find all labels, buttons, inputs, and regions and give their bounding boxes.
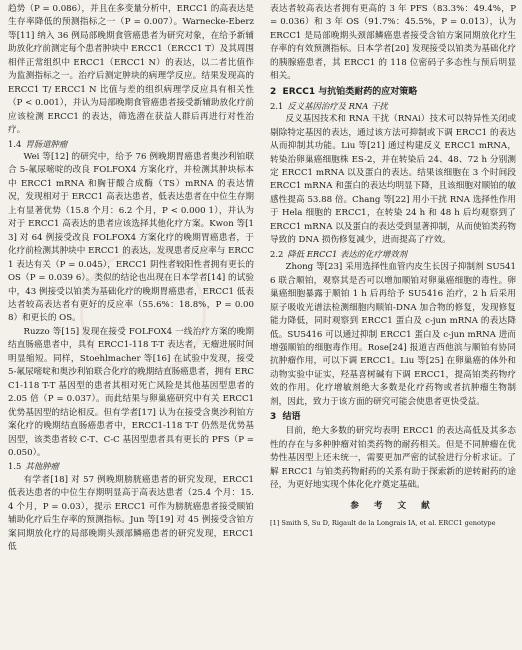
section-heading-2-2: [270, 248, 516, 262]
section-heading-2-1: [270, 100, 516, 114]
section-number: 2: [270, 86, 277, 97]
section-title: 其他肿瘤: [25, 461, 59, 472]
references-heading: 参 考 文 献: [350, 500, 436, 511]
section-number: 2.2: [270, 248, 284, 259]
section-title: 反义基因治疗及 RNA 干扰: [287, 100, 388, 111]
section-title: 结语: [282, 412, 301, 423]
section-heading-1-5: [8, 460, 254, 474]
section-number: 2.1: [270, 100, 284, 111]
section-number: 3: [270, 412, 277, 423]
section-title: 胃肠道肿瘤: [25, 138, 68, 149]
two-column-body: [8, 3, 516, 555]
paragraph: 反义基因技术和 RNA 干扰（RNAi）技术可以特异性关闭或剔除特定基因的表达，通过该方法可抑制或下调 ERCC1 的表达从而抑制其功能。Liu 等[21] 通过构建反义 ERCC1 mRNA，转染治卵巢癌细胞株 ES-2，并在转染后 24、48、72 h 分别测定 ERCC1 mRNA 以及蛋白的表达。结果该细胞在 3 个时间段 ERCC1 mRNA 和蛋白的表达均明显下降，且该细胞对顺铂的敏感性提高 53.88 倍。Chang 等[22] 用小干扰 RNA 选择性作用于 Hela 细胞的 ERCC1，在转染 24 h 和 48 h 后均观察到了 ERCC1 mRNA 以及蛋白的表达受到显著抑制，从而使铂类药物导致的 DNA 损伤修复减少，进而提高了疗效。: [270, 114, 516, 246]
paragraph: Ruzzo 等[15] 发现在接受 FOLFOX4 一线治疗方案的晚期结直肠癌患者中，具有 ERCC1-118 T-T 表达者，无瘤进展时间明显缩短。同样，Stoehlmacher 等[16] 在试验中发现，接受 5-氟尿嘧啶和奥沙利铂联合化疗的晚期结直肠癌患者，拥有 ERCC1-118 T-T 基因型的患者其相对死亡风险是其他基因型患者的 2.05 倍（P = 0.037）。而此结果与卵巢癌研究中有关 ERCC1 优势基因型的结论相反。但有学者[17] 认为在接受含奥沙利铂方案化疗的晚期结直肠癌患者中，ERCC1-118 T-T 仍然是优势基因型，该类患者较 C-T、C-C 基因型患者具有更长的 PFS（P = 0.050）。: [8, 326, 254, 458]
section-heading-2: [270, 85, 516, 99]
paragraph: Zhong 等[23] 采用选择性血管内皮生长因子抑制剂 SU5416 联合顺铂，观察其是否可以增加顺铂对卵巢癌细胞的毒性。卵巢癌细胞暴露于顺铂 1 h 后再给予 SU5416 治疗，2 h 后采用原子吸收光谱法检测细胞内顺铂-DNA 加合物的修复，发现修复能力降低，同时观察到 ERCC1 蛋白及 c-jun mRNA 的表达降低。SU5416 可以通过抑制 ERCC1 蛋白及 c-jun mRNA 进而增强顺铂的细胞毒作用。Rose[24] 报道吉西他滨与顺铂有协同抗肿瘤作用，可以下调 ERCC1。Liu 等[25] 在卵巢癌的体外和动物实验中证实，羟基喜树碱有下调 ERCC1，提高铂类药物疗效的作用。化疗增敏剂绝大多数是化疗药物或者抗肿瘤生物制剂，因此，致力于该方面的研究可能会使患者更快受益。: [270, 262, 516, 407]
section-number: 1.5: [8, 461, 22, 472]
section-heading-1-4: [8, 138, 254, 152]
right-column: [270, 3, 516, 555]
section-number: 1.4: [8, 138, 22, 149]
section-title: 降低 ERCC1 表达的化疗增效剂: [287, 248, 407, 259]
paragraph: 目前，绝大多数的研究均表明 ERCC1 的表达高低及其多态性的存在与多种肿瘤对铂类药物的耐药相关。但是不同肿瘤在优势性基因型上还未统一，需要更加严密的试验进行分析求证。了解 ERCC1 与铂类药物耐药的关系有助于探索新的逆转耐药的途径，为更好地实现个体化化疗奠定基础。: [270, 426, 516, 491]
paragraph: 趋势（P = 0.086），并且在多变量分析中，ERCC1 的高表达是生存率降低的预测指标之一（P = 0.007）。Warnecke-Eberz 等[11] 纳入 36 例局部晚期食管癌患者为研究对象，在给予新辅助放化疗前测定每个患者肿块中 ERCC1（ERCC1 T）及其周围相伴正常组织中 ERCC1（ERCC1 N）的表达，以二者比值作为监测指标之一。治疗后测定肿块的病理学反应。结果发现高的 ERCC1 T/ ERCC1 N 比值与差的组织病理学反应具有相关性（P < 0.001），并认为局部晚期食管癌患者接受新辅助放化疗前应该检测 ERCC1 的表达，筛选潜在获益人群后再进行对性治疗。: [8, 4, 254, 136]
section-title: ERCC1 与抗铂类耐药的应对策略: [282, 86, 418, 97]
section-heading-3: [270, 410, 516, 424]
paragraph: 表达者较高表达者拥有更高的 3 年 PFS（83.3%：49.4%，P = 0.036）和 3 年 OS（91.7%：45.5%，P = 0.013），认为 ERCC1 是局部晚期头颈部鳞癌患者接受含铂方案同期放化疗生存率的有效预测指标。日本学者[20] 发现接受以铂类为基础化疗的胰腺癌患者，其 ERCC1 的 118 位密码子多态性与预后明显相关。: [270, 4, 516, 82]
paragraph: Wei 等[12] 的研究中，给予 76 例晚期胃癌患者奥沙利铂联合 5-氟尿嘧啶的改良 FOLFOX4 方案化疗，并检测其肿块标本中 ERCC1 mRNA 和胸苷酸合成酶（TS）mRNA 的表达情况，发现相对于 ERCC1 高表达患者，低表达患者在中位生存期上有显著优势（15.8 个月：6.2 个月，P < 0.000 1），并认为对于 ERCC1 高表达的患者应该选择其他化疗方案。Kwon 等[13] 对 64 例接受改良 FOLFOX4 方案化疗的晚期胃癌患者，于化疗前检测其肿块中 ERCC1 的表达，发现患者反应率与 ERCC1 表达有关（P = 0.045），ERCC1 阴性者较阳性者拥有更长的 OS（P = 0.039 6）。类似的结论也出现在日本学者[14] 的试验中，43 例接受以铂类为基础化疗的晚期胃癌患者，ERCC1 低表达者较高表达者有更好的反应率（55.6%：18.8%，P = 0.008）和更长的 OS。: [8, 152, 254, 324]
reference-entry: [1] Smith S, Su D, Rigault de la Longrais IA, et al. ERCC1 genotype: [270, 518, 496, 527]
left-column: [8, 3, 254, 555]
paragraph: 有学者[18] 对 57 例晚期膀胱癌患者的研究发现，ERCC1 低表达患者的中位生存期明显高于高表达患者（25.4 个月：15.4 个月，P = 0.03），提示 ERCC1 可作为膀胱癌患者接受顺铂辅助化疗后生存率的预测指标。Jun 等[19] 对 45 例接受含铂方案同期放化疗的局部晚期头颈部鳞癌患者的研究发现，ERCC1 低: [8, 474, 254, 553]
